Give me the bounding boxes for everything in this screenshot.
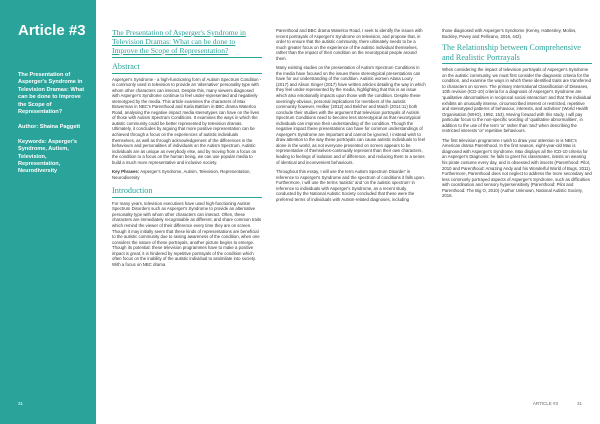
column-2 [276,28,426,206]
page-number-left: 31 [18,401,24,406]
col3-paragraph-3: The first television programme I wish to draw your attention to is NBC's American drama Parenthood. In the first season, eight-year-old Max is diagnosed with Asperger's Syndrome. Max displays all the ICD-10 criteria for an Asperger's Diagnosis: he fails to greet his classmates, insists on wearing his pirate costume every day, and is obsessed with insects (Parenthood: Pilot, 2010 and Parenthood: Amazing Andy and his Wonderful World of Bugs, 2011). Furthermore, Parenthood does not neglect to address the more secondary and less commonly portrayed aspects of Asperger's Syndrome, such as difficulties with coordination and sensory hypersensitivity (Parenthood: Pilot and Parenthood: The Big O, 2010) (Author Unknown, National Autistic Society, 2016. [442,137,592,199]
col3-paragraph-2: When considering the impact of television portrayals of Asperger's Syndrome on the autistic community, we must first consider the diagnostic criteria for the condition, and examine the ways in which these identified traits are transferred to characters on screen. The primary International Classification of Diseases, 10th revision (ICD-10) criteria for a diagnosis of Asperger's Syndrome are 'qualitative abnormalities in reciprocal social interaction' and that 'the individual exhibits an unusually intense, circumscribed interest or restricted, repetitive and stereotyped patterns of behaviour, interests, and activities' (World Health Organisation (WHO), 1992, 153). Moving forward with this study, I will pay particular focus to the non-specific wording of 'qualitative abnormalities', in addition to the use of the term 'or' rather than 'and' when describing the restricted interests 'or' repetitive behaviours. [442,67,592,134]
article-label: Article #3 [18,22,86,39]
page-number-right: 31 [576,401,582,406]
sidebar-title: The Presentation of Asperger's Syndrome in Television Dramas: What can be done to Improve the Scope of Representation? [18,72,85,116]
relationship-heading: The Relationship between Comprehensive and Realistic Portrayals [442,43,592,64]
article-title: The Presentation of Asperger's Syndrome in Television Dramas: What can be done to Improve the Scope of Representation? [112,28,246,55]
abstract-paragraph: Asperger's Syndrome - a high-functioning form of Autism Spectrum Condition - is commonly used in television to provide an 'alternative' personality type with whom other characters can interact. Despite this, many viewers diagnosed with Asperger's Syndrome continue to feel under-represented and negatively stereotyped by the media. This article examines the characters of Max Braverman in NBC's Parenthood and Karla Battlorn in BBC drama Waterloo Road, analysing the negative impact media stereotypes can have on the lives of those with Autism Spectrum Conditions. It examines the ways in which the autistic community could be better represented by television dramas. Ultimately, it concludes by arguing that more positive representation can be achieved through a focus on the experiences of autistic individuals themselves, as well as through acknowledgement of the differences in the behaviours and personalities of individuals on the Autism Spectrum. Autistic individuals are as unique as everybody else, and by moving from a focus on the condition to a focus on the human being, we can use popular media to build a much more representative and inclusive society. [112,76,262,165]
abstract-heading: Abstract [112,62,262,74]
col2-paragraph-1: Parenthood and BBC drama Waterloo Road, I seek to identify the issues with recent portrayals of Asperger's Syndrome on television, and propose that, in order to ensure that the autistic community, there ultimately needs to be a much greater focus on the experience of the autistic individual themselves, rather than the impact of their condition on the neurotypical people around them. [276,28,423,61]
author-label: Author: Shaina Paggett [18,124,81,131]
key-phrases-text: Asperger's Syndrome, Autism, Television, Representation, Neurodiversity [112,169,251,180]
sidebar [0,0,96,424]
key-phrases [112,169,262,180]
article-body [96,0,600,424]
col2-paragraph-2: Many existing studies on the presentation of Autism Spectrum Conditions in the media have focused on the issues these stereotypical presentations can have for our understanding of the condition. Autistic women Alana Loury (2017) and Alison Singer (2017) have written articles detailing the way in which they feel under-represented by the media, highlighting that this is an issue which also emotionally impacts upon those with the condition. Despite these seemingly-obvious, personal implications for members of the autistic community however, Heilker (2012) and Belcher and Maich (2014:11) both conclude their studies with the argument that television portrayals of Autism Spectrum Conditions need to become less stereotypical as that neurotypical individuals can improve their understanding of the condition. Though the negative impact these presentations can have for common understandings of Asperger's Syndrome are important and cannot be ignored, I instead wish to draw attention to the way these portrayals can cause autistic individuals to feel alone in the world, as not everyone presented on screen appears to be representative of themselves-continually represent than their own characters, leading to feelings of isolation and of difference, and reducing them to a series of identical and inconvenient behaviours. [276,65,426,165]
introduction-heading: Introduction [112,186,262,198]
col2-paragraph-3: Throughout this essay, I will use the term Autism Spectrum Disorder' in reference to Asperger's Syndrome and the spectrum of conditions it falls upon. Furthermore, I will use the terms 'autistic' and 'on the autistic spectrum' in reference to individuals with Asperger's Syndrome, as a recent study conducted by the National Autistic Society concluded that these were the preferred terms of individuals with Autism-related diagnoses, including [276,169,425,202]
introduction-paragraph: For many years, television executives have used high-functioning Autism Spectrum Disorders such as Asperger's Syndrome to provide an alternative personality type with whom other characters can interact. Often, these characters are immediately recognisable as different, and share common traits which remind the viewer of their difference every time they are on screen. Though it may initially seem that these kinds of representations are beneficial to the autistic community due to raising awareness of the condition, when one considers the nature of these portrayals, another picture begins to emerge. Though its potential: these television programmes have to make a positive impact is great, it is hindered by repetitive portrayals of the condition which often focus on the inability of the autistic individual to assimilate into society. With a focus on NBC drama [112,200,262,267]
column-1 [112,28,262,271]
article-title-box [112,28,262,58]
key-phrases-label: Key Phrases: [112,169,140,175]
column-3 [442,28,592,203]
col3-paragraph-1: those diagnosed with Asperger's Syndrome (Kenny, Hattersley, Molins, Buckley, Povey and Pellicano, 2016, 442). [442,28,577,39]
footer-article-label: ARTICLE #3 [532,401,558,406]
keywords-label: Keywords: Asperger's Syndrome, Autism, Television, Representation, Neurodiversity [18,138,77,175]
